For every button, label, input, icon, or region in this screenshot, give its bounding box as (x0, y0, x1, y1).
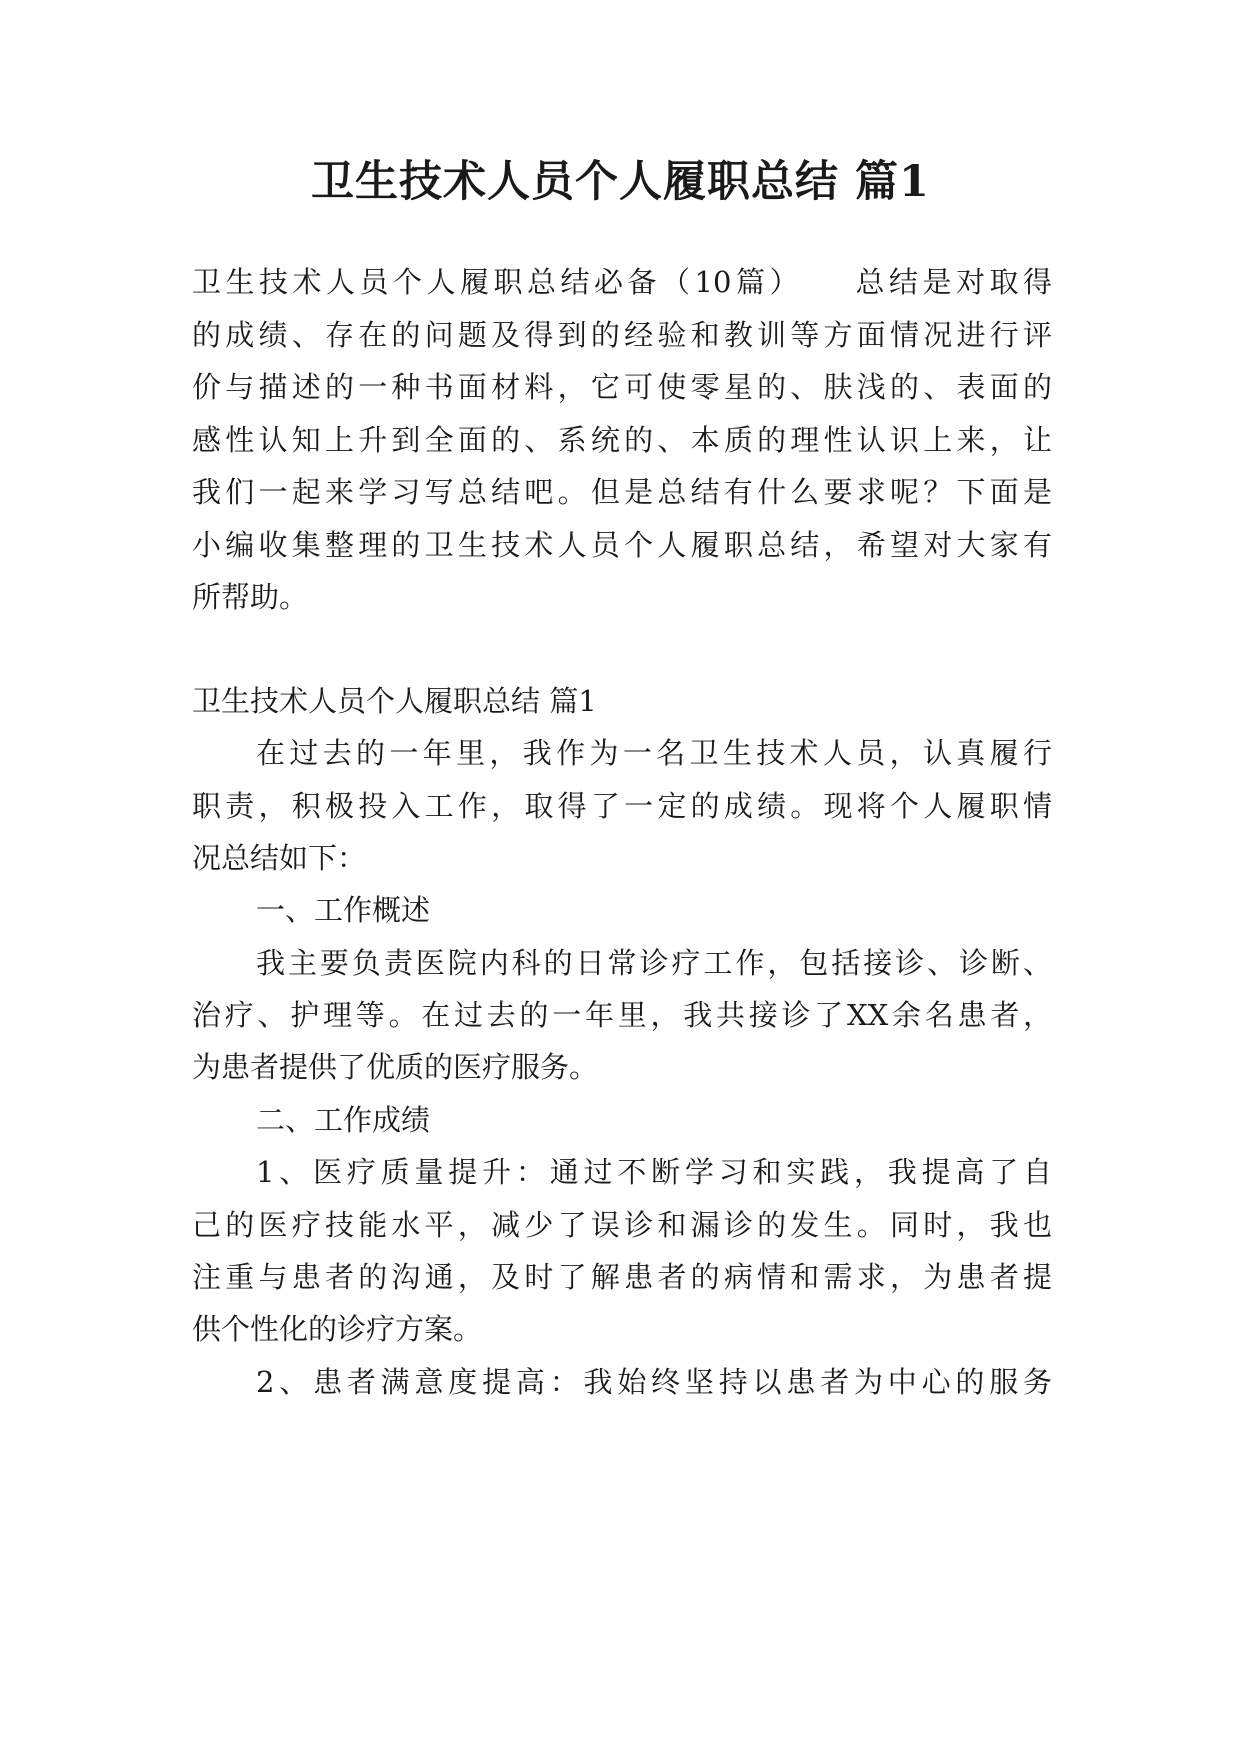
intro-line-6: 小编收集整理的卫生技术人员个人履职总结，希望对大家有 (192, 528, 1052, 562)
para2-line-2: 治疗、护理等。在过去的一年里，我共接诊了XX余名患者， (192, 998, 1052, 1032)
para3-line-2: 己的医疗技能水平，减少了误诊和漏诊的发生。同时，我也 (192, 1208, 1052, 1242)
para3-line-3: 注重与患者的沟通，及时了解患者的病情和需求，为患者提 (192, 1260, 1052, 1294)
para3-line-1: 1、医疗质量提升：通过不断学习和实践，我提高了自 (256, 1155, 1052, 1189)
intro-line-5: 我们一起来学习写总结吧。但是总结有什么要求呢？下面是 (192, 475, 1052, 509)
para1-line-3: 况总结如下： (192, 841, 367, 875)
document-title: 卫生技术人员个人履职总结 篇1 (311, 157, 930, 207)
para1-line-1: 在过去的一年里，我作为一名卫生技术人员，认真履行 (256, 736, 1052, 770)
subheading-overview: 一、工作概述 (256, 893, 431, 927)
intro-line-2: 的成绩、存在的问题及得到的经验和教训等方面情况进行评 (192, 318, 1052, 352)
intro-line-4: 感性认知上升到全面的、系统的、本质的理性认识上来，让 (192, 423, 1052, 457)
intro-line-3: 价与描述的一种书面材料，它可使零星的、肤浅的、表面的 (192, 370, 1052, 404)
subheading-achievements: 二、工作成绩 (256, 1103, 431, 1137)
para4-line-1: 2、患者满意度提高：我始终坚持以患者为中心的服务 (256, 1365, 1052, 1399)
intro-line-1: 卫生技术人员个人履职总结必备（10篇） 总结是对取得 (192, 265, 1052, 299)
section-heading: 卫生技术人员个人履职总结 篇1 (192, 684, 597, 718)
intro-line-7: 所帮助。 (192, 580, 309, 614)
para2-line-3: 为患者提供了优质的医疗服务。 (192, 1050, 599, 1084)
para2-line-1: 我主要负责医院内科的日常诊疗工作，包括接诊、诊断、 (256, 946, 1052, 980)
para3-line-4: 供个性化的诊疗方案。 (192, 1312, 483, 1346)
para1-line-2: 职责，积极投入工作，取得了一定的成绩。现将个人履职情 (192, 789, 1052, 823)
